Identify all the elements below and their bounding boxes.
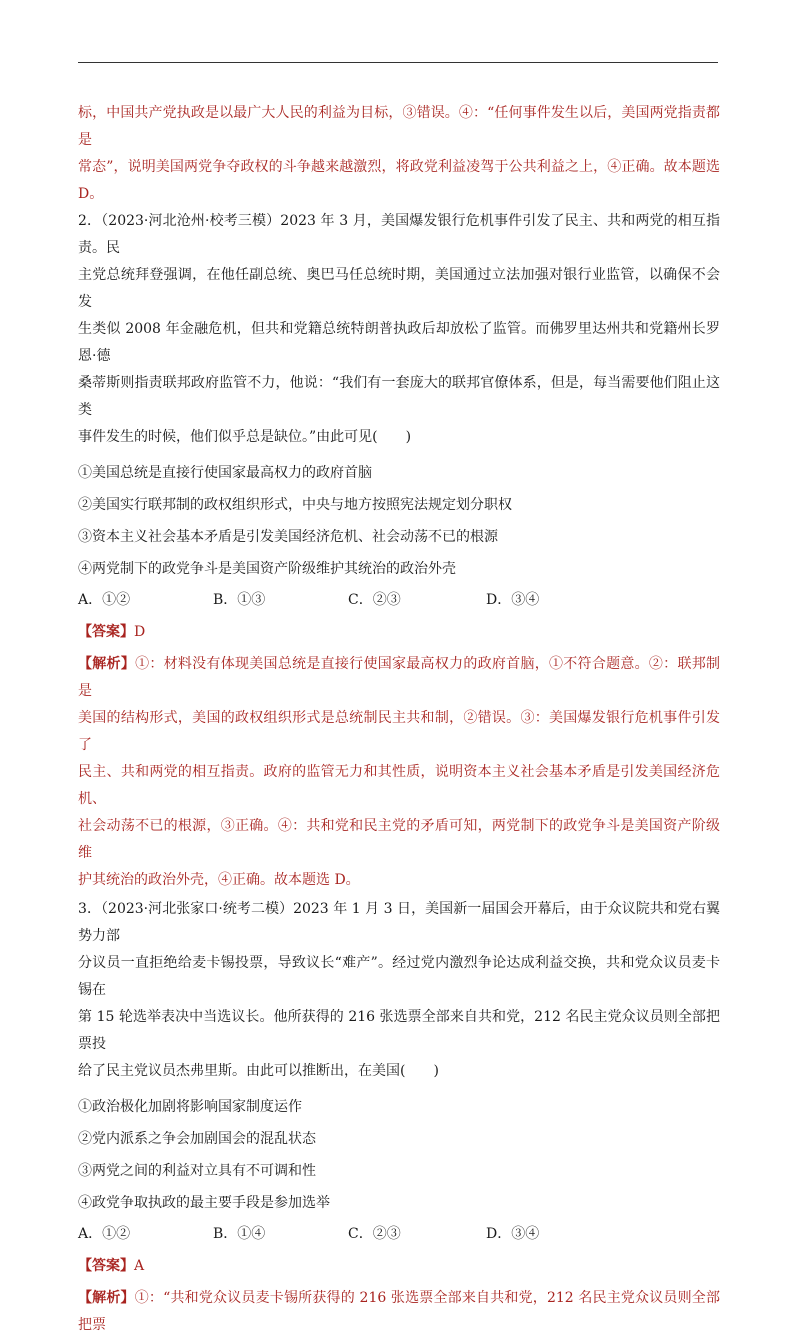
answer-value: D [134, 624, 146, 640]
stem-line: 生类似 2008 年金融危机，但共和党籍总统特朗普执政后却放松了监管。而佛罗里达州共和党籍州长罗恩·德 [78, 321, 720, 364]
analysis-line: 社会动荡不已的根源，③正确。④：共和党和民主党的矛盾可知，两党制下的政党争斗是美国资产阶级维 [78, 818, 720, 861]
analysis-line: 美国的结构形式，美国的政权组织形式是总统制民主共和制，②错误。③：美国爆发银行危机事件引发了 [78, 710, 720, 753]
choice-b: B．①④ [213, 1226, 266, 1242]
statement-option: ③资本主义社会基本矛盾是引发美国经济危机、社会动荡不已的根源 [78, 529, 498, 545]
question-2 [78, 208, 720, 894]
choice-b: B．①③ [213, 592, 266, 608]
answer-line [78, 1253, 720, 1280]
question-3 [78, 896, 720, 1339]
answer-tag: 【答案】 [78, 1258, 134, 1274]
answer-line [78, 619, 720, 646]
choice-d: D．③④ [486, 592, 540, 608]
header-rule [78, 62, 718, 63]
answer-choices [78, 1221, 720, 1248]
statement-option: ②党内派系之争会加剧国会的混乱状态 [78, 1131, 316, 1147]
analysis-block [78, 651, 720, 894]
question-1-analysis-tail [78, 100, 720, 208]
question-stem [78, 208, 720, 451]
answer-value: A [134, 1258, 145, 1274]
statement-option: ③两党之间的利益对立具有不可调和性 [78, 1163, 316, 1179]
choice-d: D．③④ [486, 1226, 540, 1242]
analysis-line: 民主、共和两党的相互指责。政府的监管无力和其性质，说明资本主义社会基本矛盾是引发美国经济危机、 [78, 764, 720, 807]
choice-c: C．②③ [348, 592, 401, 608]
stem-line: 第 15 轮选举表决中当选议长。他所获得的 216 张选票全部来自共和党，212 名民主党众议员则全部把票投 [78, 1009, 720, 1052]
analysis-line: 护其统治的政治外壳，④正确。故本题选 D。 [78, 872, 360, 888]
analysis-line: ①：“共和党众议员麦卡锡所获得的 216 张选票全部来自共和党，212 名民主党众议员则全部把票 [78, 1290, 720, 1333]
analysis-tag: 【解析】 [78, 656, 136, 672]
answer-tag: 【答案】 [78, 624, 134, 640]
stem-line: 给了民主党议员杰弗里斯。由此可以推断出，在美国( ) [78, 1063, 439, 1079]
choice-a: A．①② [78, 592, 131, 608]
statement-option: ①美国总统是直接行使国家最高权力的政府首脑 [78, 465, 372, 481]
analysis-line: 常态”，说明美国两党争夺政权的斗争越来越激烈，将政党利益凌驾于公共利益之上，④正确。故本题选 D。 [78, 159, 720, 202]
analysis-line: 标，中国共产党执政是以最广大人民的利益为目标，③错误。④：“任何事件发生以后，美国两党指责都是 [78, 105, 720, 148]
statement-option: ④政党争取执政的最主要手段是参加选举 [78, 1195, 330, 1211]
statement-option: ②美国实行联邦制的政权组织形式，中央与地方按照宪法规定划分职权 [78, 497, 512, 513]
stem-line: 事件发生的时候，他们似乎总是缺位。”由此可见( ) [78, 429, 412, 445]
stem-line: 2．（2023·河北沧州·校考三模）2023 年 3 月，美国爆发银行危机事件引发了民主、共和两党的相互指责。民 [78, 213, 720, 256]
statement-option: ①政治极化加剧将影响国家制度运作 [78, 1099, 302, 1115]
choice-a: A．①② [78, 1226, 131, 1242]
analysis-block [78, 1285, 720, 1339]
stem-line: 分议员一直拒绝给麦卡锡投票，导致议长“难产”。经过党内激烈争论达成利益交换，共和党众议员麦卡锡在 [78, 955, 720, 998]
answer-choices [78, 587, 720, 614]
statement-option: ④两党制下的政党争斗是美国资产阶级维护其统治的政治外壳 [78, 561, 456, 577]
stem-line: 3．（2023·河北张家口·统考二模）2023 年 1 月 3 日，美国新一届国会开幕后，由于众议院共和党右翼势力部 [78, 901, 720, 944]
analysis-tag: 【解析】 [78, 1290, 135, 1306]
choice-c: C．②③ [348, 1226, 401, 1242]
analysis-line: ①：材料没有体现美国总统是直接行使国家最高权力的政府首脑，①不符合题意。②：联邦制是 [78, 656, 721, 699]
stem-line: 主党总统拜登强调，在他任副总统、奥巴马任总统时期，美国通过立法加强对银行业监管，以确保不会发 [78, 267, 720, 310]
document-body [78, 100, 720, 1339]
stem-line: 桑蒂斯则指责联邦政府监管不力，他说：“我们有一套庞大的联邦官僚体系，但是，每当需要他们阻止这类 [78, 375, 720, 418]
question-stem [78, 896, 720, 1085]
